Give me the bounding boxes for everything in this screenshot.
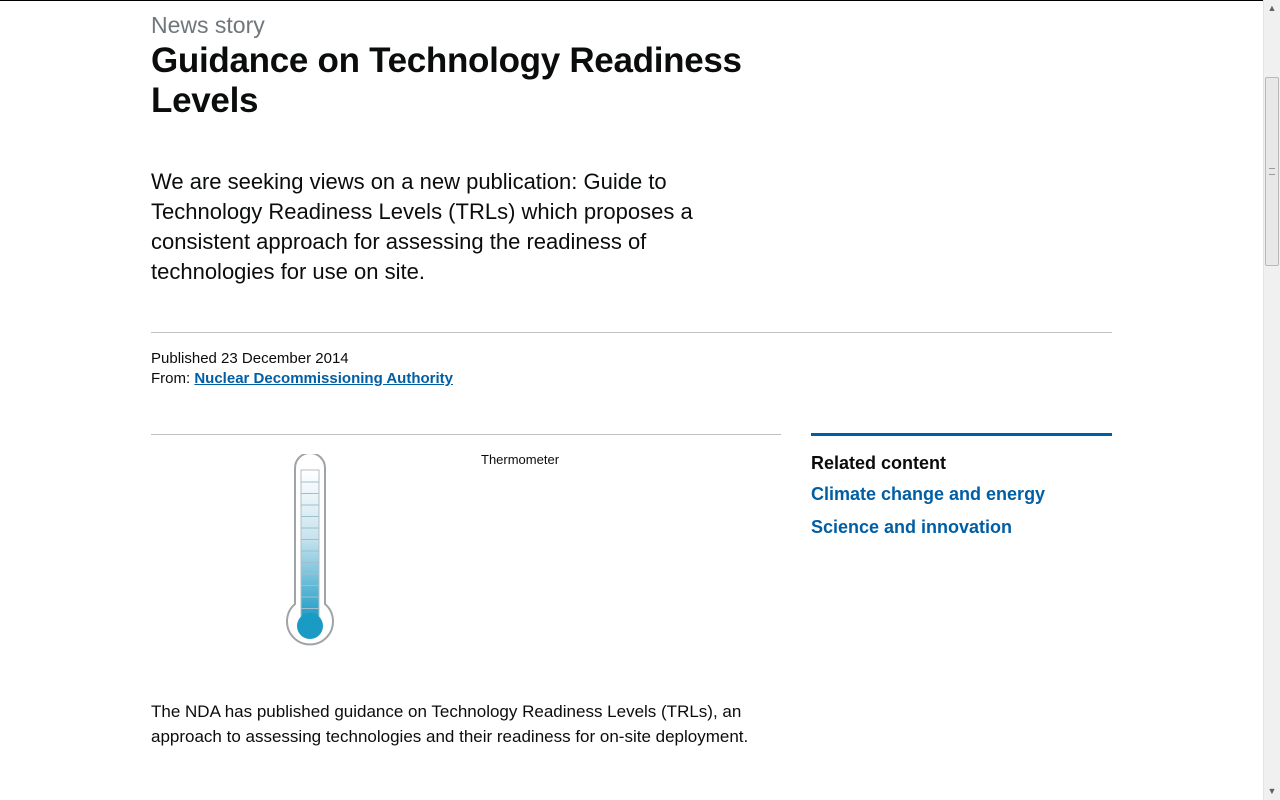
from-row bbox=[151, 369, 453, 389]
body-divider bbox=[151, 434, 781, 435]
document-type-label: News story bbox=[151, 12, 265, 38]
body-paragraph: The NDA has published guidance on Technology Readiness Levels (TRLs), an approach to assessing technologies and their readiness for on-site deployment. bbox=[151, 702, 749, 746]
scrollbar-grip-icon bbox=[1269, 168, 1275, 175]
related-link-climate[interactable]: Climate change and energy bbox=[811, 484, 1046, 504]
scrollbar-thumb[interactable] bbox=[1265, 77, 1279, 266]
related-content-heading: Related content bbox=[811, 453, 947, 473]
image-caption: Thermometer bbox=[481, 452, 560, 467]
scroll-up-arrow-icon[interactable]: ▲ bbox=[1264, 0, 1280, 17]
page-title: Guidance on Technology Readiness Levels bbox=[151, 41, 742, 120]
scroll-down-arrow-icon[interactable]: ▼ bbox=[1264, 783, 1280, 800]
vertical-scrollbar[interactable] bbox=[1263, 0, 1280, 800]
from-label: From: bbox=[151, 370, 191, 387]
thermometer-icon bbox=[279, 454, 341, 654]
related-link-science[interactable]: Science and innovation bbox=[811, 517, 1013, 537]
organisation-link[interactable]: Nuclear Decommissioning Authority bbox=[194, 370, 453, 387]
article-figure bbox=[151, 441, 781, 671]
publication-metadata bbox=[151, 349, 453, 389]
divider bbox=[151, 332, 1112, 333]
article-summary: We are seeking views on a new publication: Guide to Technology Readiness Levels (TRLs) which proposes a consistent approach for assessing the readiness of technologies for use on site. bbox=[151, 169, 693, 284]
published-date: Published 23 December 2014 bbox=[151, 350, 349, 367]
related-content bbox=[811, 433, 1112, 550]
